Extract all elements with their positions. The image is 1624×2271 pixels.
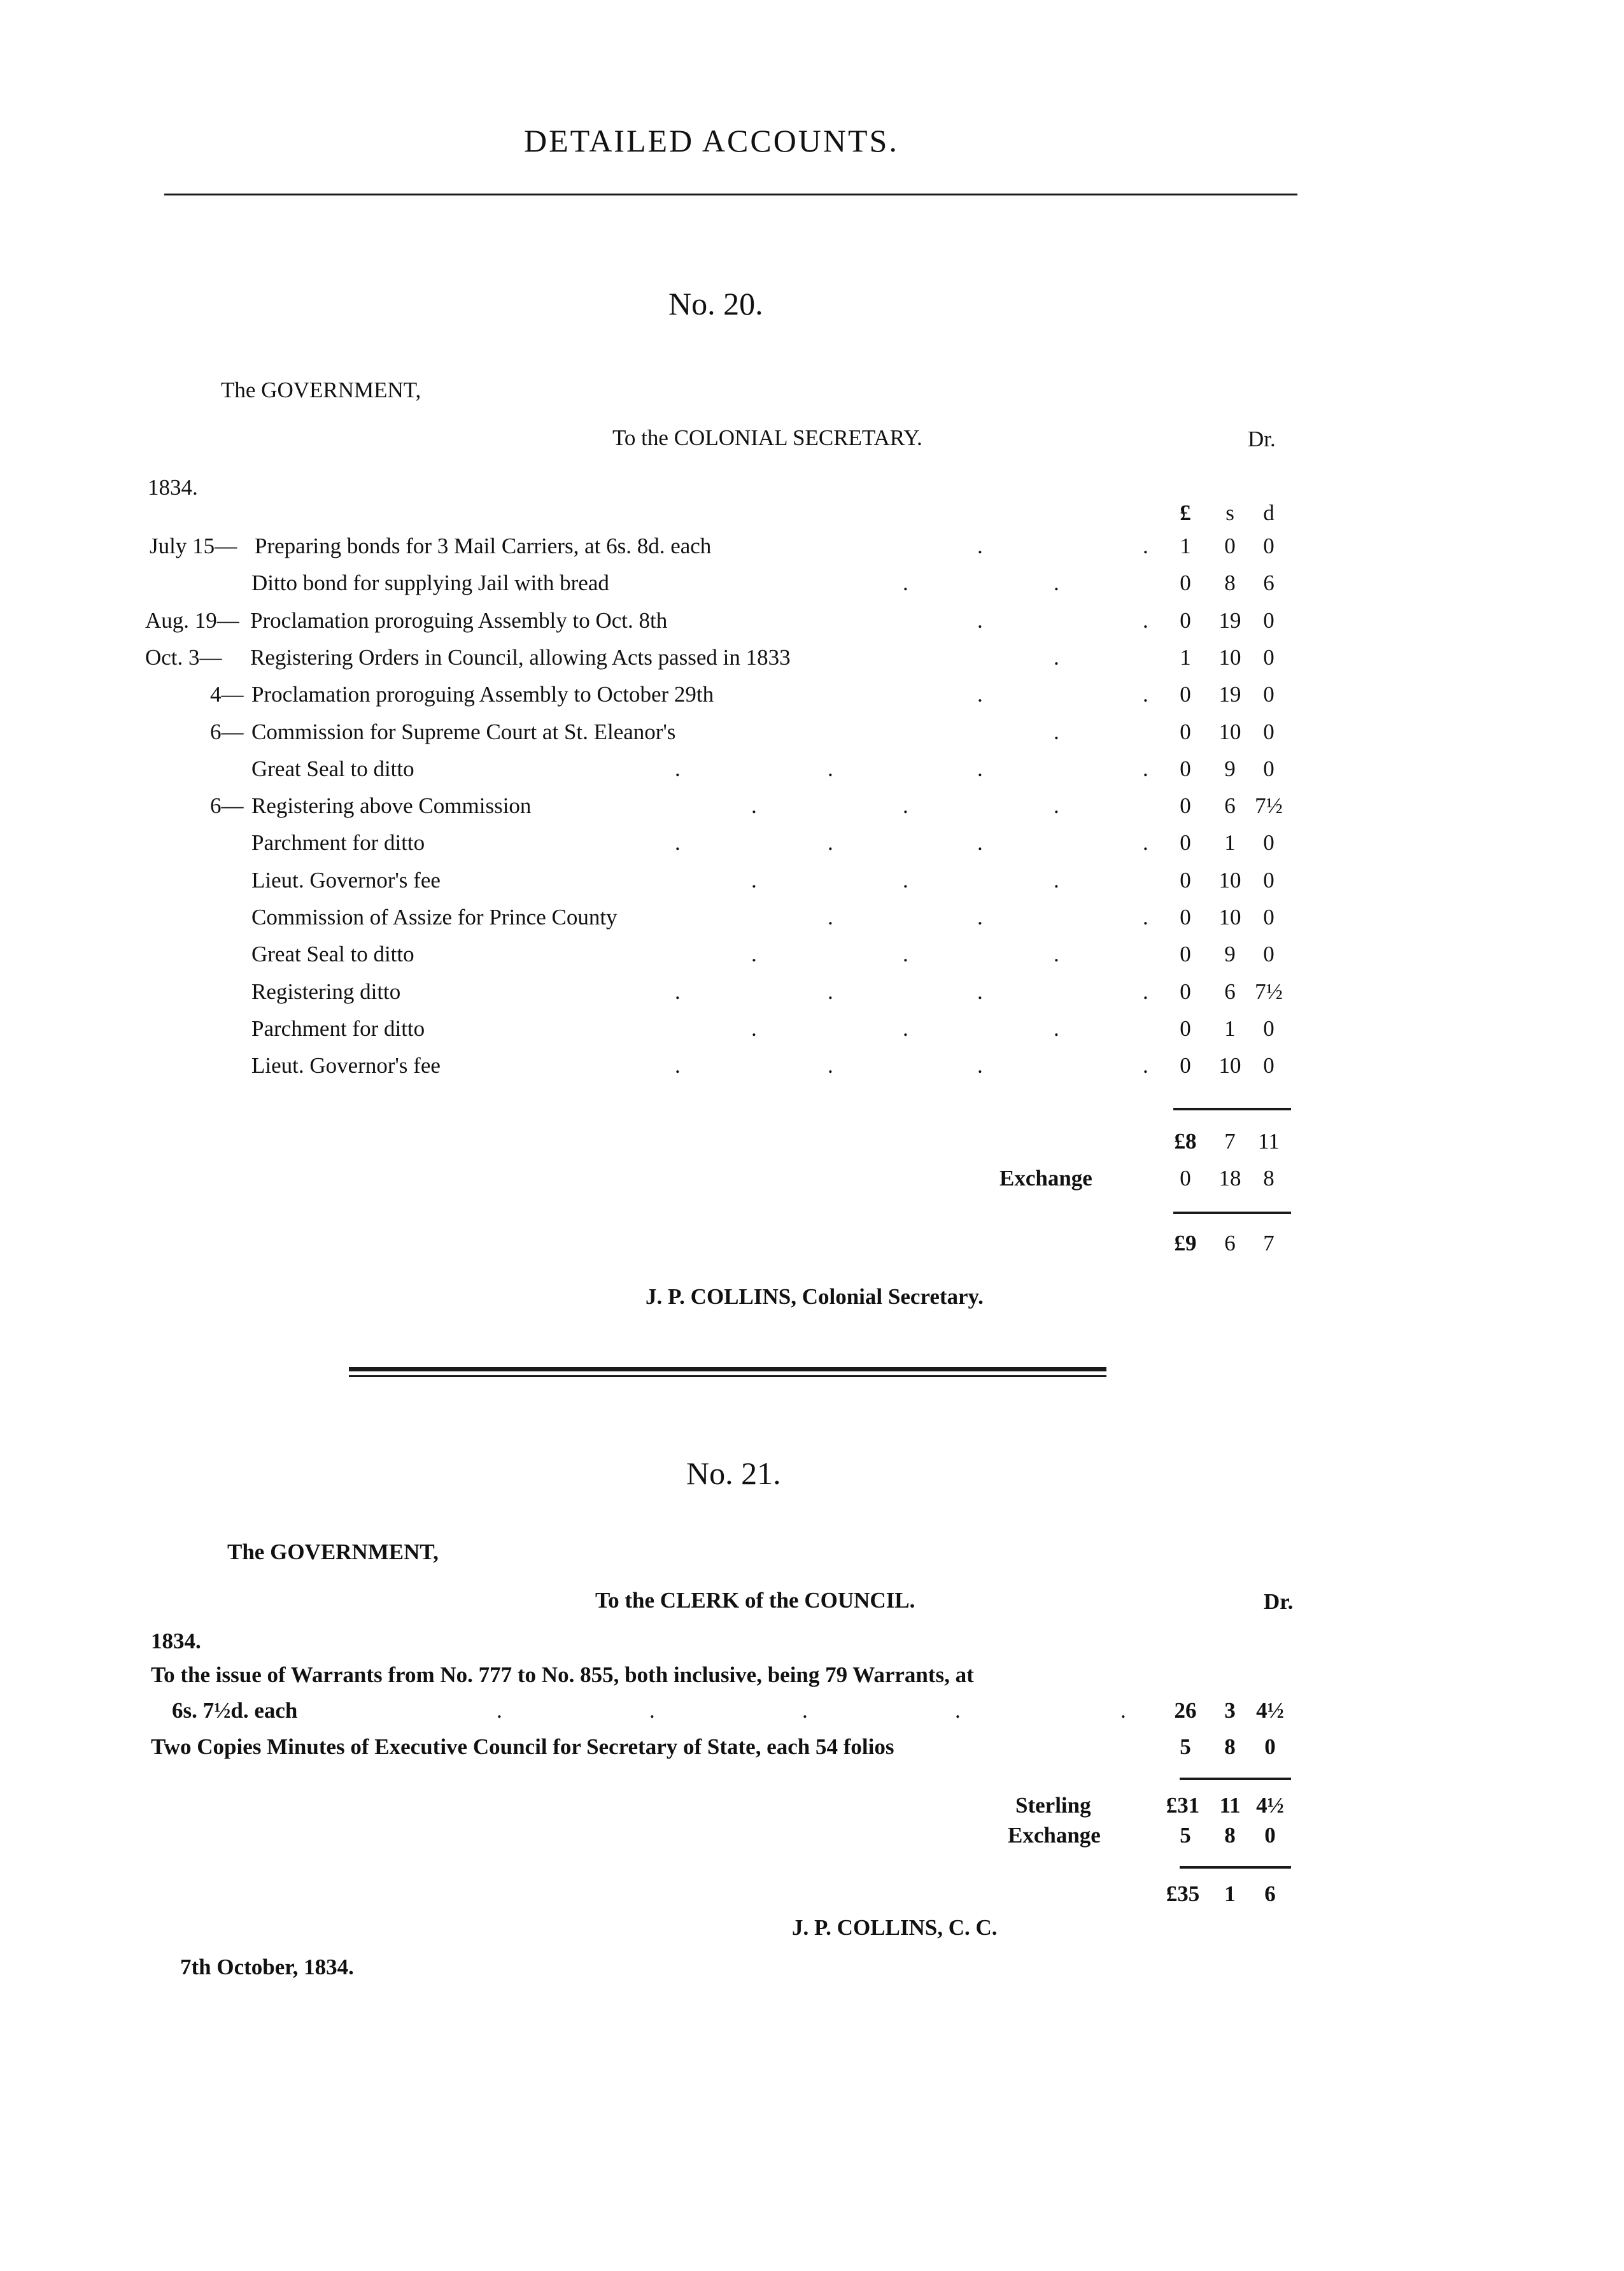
section-divider-thin [349, 1375, 1106, 1377]
total-pence: 6 [1264, 1881, 1276, 1906]
entry-date: 6— [210, 793, 244, 818]
dot-leader: . [751, 942, 757, 966]
dot-leader: . [828, 756, 833, 781]
dot-leader: . [675, 756, 681, 781]
sterling-pounds: £31 [1166, 1793, 1200, 1818]
year-label: 1834. [151, 1629, 201, 1653]
amount-shillings: 10 [1218, 645, 1241, 670]
dot-leader: . [1054, 1016, 1059, 1041]
dr-label: Dr. [1248, 427, 1276, 451]
date-line: 7th October, 1834. [180, 1955, 354, 1979]
amount-pence: 6 [1263, 570, 1274, 595]
year-label: 1834. [148, 475, 198, 500]
amount-shillings: 0 [1224, 534, 1236, 558]
amount-pence: 0 [1263, 905, 1274, 930]
sterling-shillings: 11 [1219, 1793, 1241, 1818]
dot-leader: . [1143, 682, 1148, 707]
entry-description: Proclamation proroguing Assembly to Oct. 8th [250, 608, 668, 633]
dot-leader: . [903, 868, 908, 893]
entry-date: Oct. 3— [145, 645, 222, 670]
entry-description: Commission of Assize for Prince County [251, 905, 618, 930]
column-head-shillings: s [1225, 500, 1234, 525]
dot-leader: . [977, 905, 983, 930]
entry1-pounds: 26 [1174, 1698, 1197, 1723]
dot-leader: . [977, 756, 983, 781]
entry2-pounds: 5 [1180, 1734, 1191, 1759]
entry-description-cont: 6s. 7½d. each [172, 1698, 298, 1723]
amount-pounds: 0 [1180, 719, 1191, 744]
account-number: No. 20. [668, 286, 763, 322]
entry-description: Ditto bond for supplying Jail with bread [251, 570, 609, 595]
entry-description: Parchment for ditto [251, 1016, 425, 1041]
dot-leader: . [751, 1016, 757, 1041]
dot-leader: . [903, 942, 908, 966]
sterling-pence: 4½ [1256, 1793, 1284, 1818]
dot-leader: . [1143, 756, 1148, 781]
exchange-shillings: 18 [1218, 1166, 1241, 1191]
amount-shillings: 6 [1224, 979, 1236, 1004]
total-pounds: £9 [1174, 1231, 1197, 1256]
amount-pounds: 0 [1180, 1016, 1191, 1041]
exchange-pounds: 0 [1180, 1166, 1191, 1191]
amount-shillings: 9 [1224, 756, 1236, 781]
dot-leader: . [675, 830, 681, 855]
dot-leader: . [903, 1016, 908, 1041]
amount-pounds: 0 [1180, 793, 1191, 818]
amount-pounds: 0 [1180, 1053, 1191, 1078]
entry-description: Lieut. Governor's fee [251, 1053, 441, 1078]
subtotal-rule [1173, 1108, 1291, 1110]
amount-pounds: 1 [1180, 645, 1191, 670]
entry-description: Proclamation proroguing Assembly to October 29th [251, 682, 714, 707]
entry-description: Commission for Supreme Court at St. Eleanor's [251, 719, 676, 744]
dot-leader: . [955, 1698, 961, 1723]
amount-pounds: 0 [1180, 830, 1191, 855]
dot-leader: . [977, 830, 983, 855]
entry-description: Great Seal to ditto [251, 756, 414, 781]
header-rule [164, 194, 1297, 195]
dot-leader: . [675, 1053, 681, 1078]
amount-pounds: 0 [1180, 756, 1191, 781]
entry-description: To the issue of Warrants from No. 777 to No. 855, both inclusive, being 79 Warrants, at [151, 1662, 974, 1687]
dot-leader: . [1143, 979, 1148, 1004]
entry1-shillings: 3 [1224, 1698, 1236, 1723]
column-head-pounds: £ [1180, 500, 1191, 525]
debtor-heading: The GOVERNMENT, [221, 378, 421, 402]
sterling-rule [1180, 1778, 1291, 1780]
dot-leader: . [977, 979, 983, 1004]
amount-pence: 7½ [1255, 793, 1283, 818]
entry-date: 4— [210, 682, 244, 707]
dot-leader: . [802, 1698, 808, 1723]
sterling-label: Sterling [1015, 1793, 1091, 1818]
dot-leader: . [903, 793, 908, 818]
amount-shillings: 10 [1218, 868, 1241, 893]
entry1-pence: 4½ [1256, 1698, 1284, 1723]
entry2-pence: 0 [1264, 1734, 1276, 1759]
dot-leader: . [1143, 608, 1148, 633]
exchange-label: Exchange [999, 1166, 1092, 1191]
total-pence: 7 [1263, 1231, 1274, 1256]
amount-pence: 0 [1263, 756, 1274, 781]
amount-pence: 0 [1263, 719, 1274, 744]
entry-description: Preparing bonds for 3 Mail Carriers, at 6s. 8d. each [255, 534, 712, 558]
total-shillings: 1 [1224, 1881, 1236, 1906]
amount-shillings: 1 [1224, 1016, 1236, 1041]
dr-label: Dr. [1264, 1589, 1294, 1614]
amount-shillings: 19 [1218, 682, 1241, 707]
entry-date: July 15— [150, 534, 237, 558]
page-title: DETAILED ACCOUNTS. [524, 123, 899, 159]
amount-pence: 0 [1263, 682, 1274, 707]
exchange-pounds: 5 [1180, 1823, 1191, 1848]
dot-leader: . [828, 979, 833, 1004]
dot-leader: . [1054, 868, 1059, 893]
entry-description: Lieut. Governor's fee [251, 868, 441, 893]
dot-leader: . [828, 905, 833, 930]
creditor-heading: To the CLERK of the COUNCIL. [595, 1588, 915, 1613]
amount-pence: 0 [1263, 868, 1274, 893]
dot-leader: . [649, 1698, 655, 1723]
amount-shillings: 6 [1224, 793, 1236, 818]
amount-pence: 0 [1263, 942, 1274, 966]
dot-leader: . [675, 979, 681, 1004]
amount-shillings: 8 [1224, 570, 1236, 595]
dot-leader: . [828, 1053, 833, 1078]
dot-leader: . [1143, 830, 1148, 855]
total-rule [1180, 1866, 1291, 1869]
amount-pounds: 0 [1180, 868, 1191, 893]
signature: J. P. COLLINS, C. C. [792, 1915, 998, 1940]
dot-leader: . [903, 570, 908, 595]
dot-leader: . [1143, 905, 1148, 930]
entry-date: Aug. 19— [145, 608, 239, 633]
exchange-pence: 0 [1264, 1823, 1276, 1848]
amount-pence: 7½ [1255, 979, 1283, 1004]
dot-leader: . [1054, 942, 1059, 966]
dot-leader: . [1143, 1053, 1148, 1078]
amount-pence: 0 [1263, 1016, 1274, 1041]
total-shillings: 6 [1224, 1231, 1236, 1256]
entry-description: Registering ditto [251, 979, 401, 1004]
entry-description: Parchment for ditto [251, 830, 425, 855]
dot-leader: . [751, 868, 757, 893]
entry-description: Two Copies Minutes of Executive Council for Secretary of State, each 54 folios [151, 1734, 894, 1759]
dot-leader: . [977, 1053, 983, 1078]
amount-pence: 0 [1263, 645, 1274, 670]
amount-shillings: 19 [1218, 608, 1241, 633]
dot-leader: . [751, 793, 757, 818]
debtor-heading: The GOVERNMENT, [227, 1539, 439, 1564]
subtotal-shillings: 7 [1224, 1129, 1236, 1154]
account-number: No. 21. [686, 1455, 781, 1491]
entry-description: Registering Orders in Council, allowing Acts passed in 1833 [250, 645, 791, 670]
amount-pence: 0 [1263, 608, 1274, 633]
dot-leader: . [977, 608, 983, 633]
entry-description: Great Seal to ditto [251, 942, 414, 966]
dot-leader: . [828, 830, 833, 855]
amount-shillings: 10 [1218, 905, 1241, 930]
amount-pence: 0 [1263, 534, 1274, 558]
amount-pounds: 0 [1180, 942, 1191, 966]
dot-leader: . [1054, 719, 1059, 744]
entry2-shillings: 8 [1224, 1734, 1236, 1759]
amount-pounds: 0 [1180, 570, 1191, 595]
amount-pence: 0 [1263, 1053, 1274, 1078]
amount-pounds: 1 [1180, 534, 1191, 558]
entry-description: Registering above Commission [251, 793, 532, 818]
amount-shillings: 10 [1218, 719, 1241, 744]
subtotal-pounds: £8 [1174, 1129, 1197, 1154]
dot-leader: . [1054, 645, 1059, 670]
amount-pounds: 0 [1180, 905, 1191, 930]
dot-leader: . [1120, 1698, 1126, 1723]
exchange-pence: 8 [1263, 1166, 1274, 1191]
exchange-label: Exchange [1008, 1823, 1101, 1848]
column-head-pence: d [1263, 500, 1274, 525]
section-divider [349, 1367, 1106, 1371]
dot-leader: . [1143, 534, 1148, 558]
total-pounds: £35 [1166, 1881, 1200, 1906]
subtotal-pence: 11 [1258, 1129, 1280, 1154]
exchange-shillings: 8 [1224, 1823, 1236, 1848]
dot-leader: . [1054, 570, 1059, 595]
dot-leader: . [977, 682, 983, 707]
creditor-heading: To the COLONIAL SECRETARY. [612, 425, 922, 450]
signature: J. P. COLLINS, Colonial Secretary. [646, 1284, 984, 1309]
total-rule [1173, 1212, 1291, 1214]
dot-leader: . [497, 1698, 502, 1723]
dot-leader: . [977, 534, 983, 558]
amount-shillings: 1 [1224, 830, 1236, 855]
amount-pounds: 0 [1180, 979, 1191, 1004]
amount-shillings: 10 [1218, 1053, 1241, 1078]
amount-shillings: 9 [1224, 942, 1236, 966]
dot-leader: . [1054, 793, 1059, 818]
amount-pounds: 0 [1180, 682, 1191, 707]
amount-pounds: 0 [1180, 608, 1191, 633]
entry-date: 6— [210, 719, 244, 744]
amount-pence: 0 [1263, 830, 1274, 855]
